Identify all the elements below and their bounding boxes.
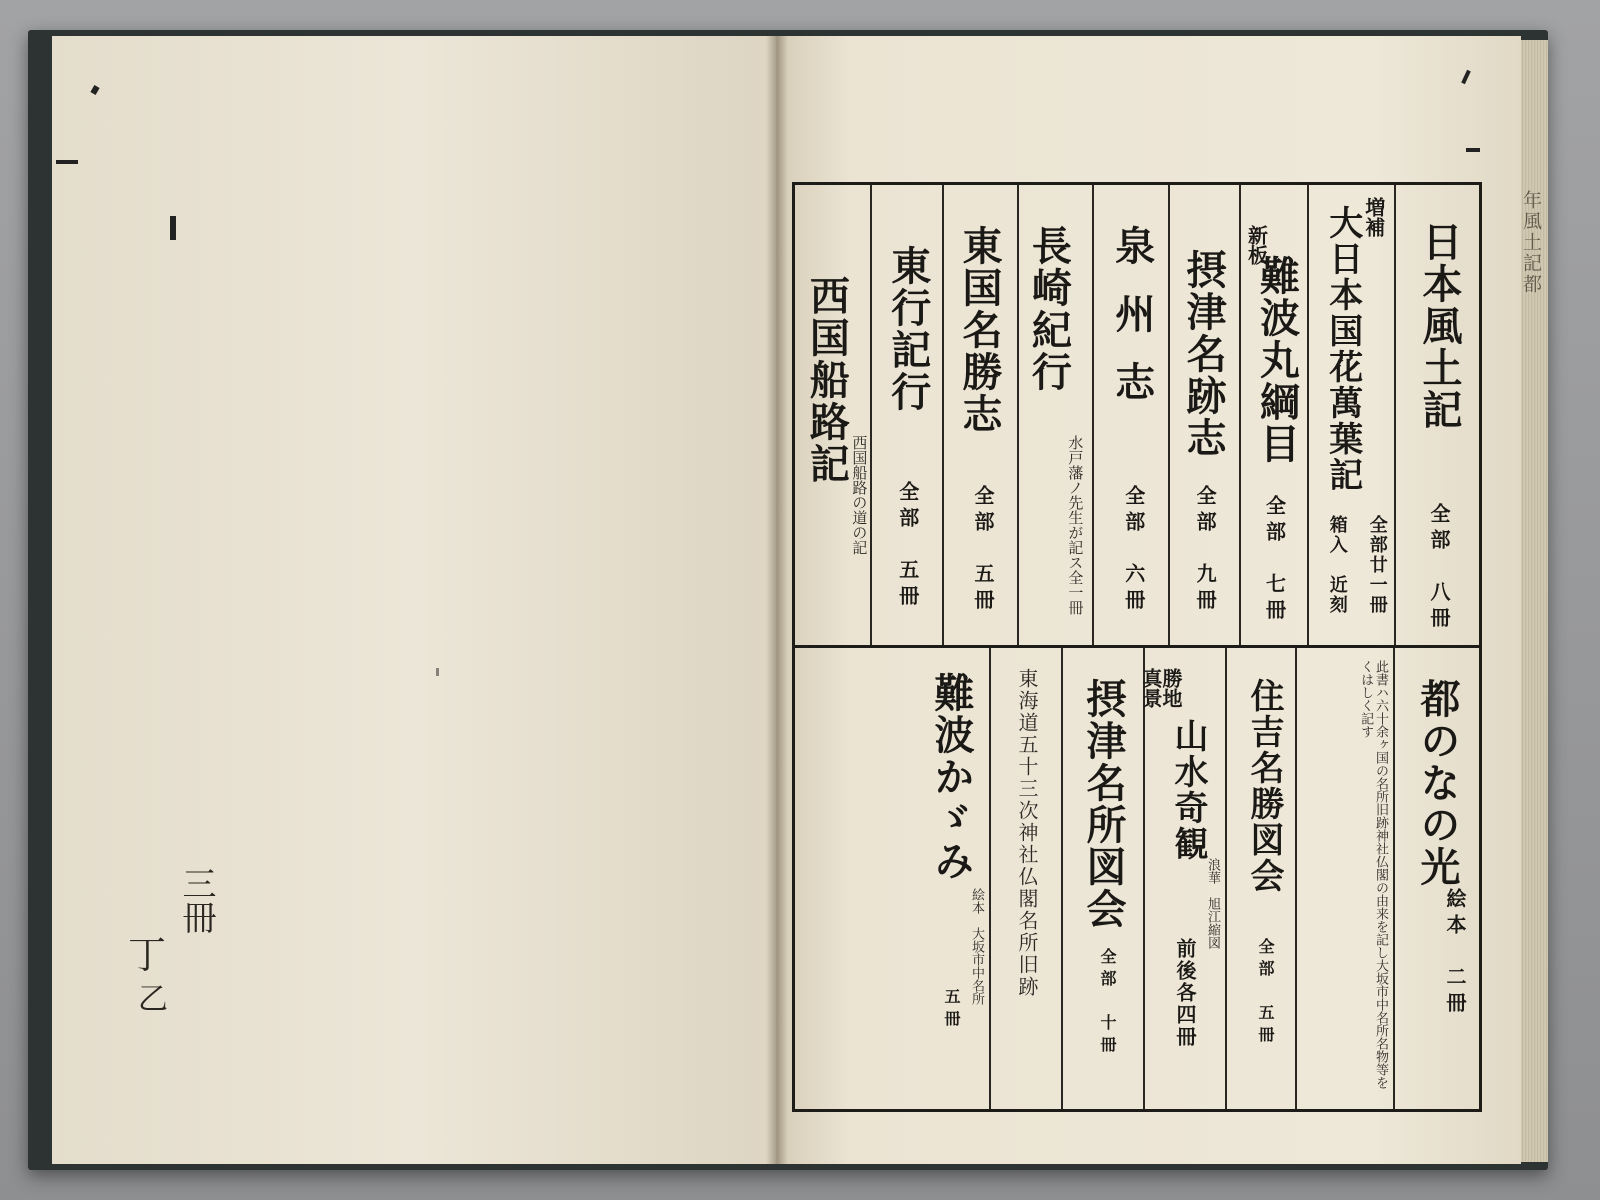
entry-title: 大日本国花萬葉記: [1322, 205, 1363, 493]
entry-note: 浪華 旭江縮図: [1205, 858, 1220, 949]
catalog-entry: [1393, 648, 1479, 1109]
entry-title: 難波丸綱目: [1253, 255, 1301, 465]
ink-mark: [56, 160, 78, 164]
ink-mark: [90, 85, 99, 95]
entry-volumes: 全部 五冊: [971, 485, 996, 615]
catalog-entry: [1061, 648, 1143, 1109]
entry-title: 泉州志: [1108, 225, 1156, 429]
catalog-bottom-row: [795, 648, 1479, 1109]
left-page: [52, 36, 776, 1164]
ink-mark: [170, 216, 176, 240]
entry-description: 東海道五十三次神社仏閣名所旧跡: [1015, 668, 1039, 998]
catalog-top-row: [795, 185, 1479, 648]
catalog-entry: [1017, 185, 1092, 645]
entry-volumes: 全部 六冊: [1121, 485, 1146, 615]
entry-prefix: 勝地 真景: [1139, 668, 1183, 708]
entry-prefix: 新板: [1244, 225, 1269, 265]
entry-volumes: 絵本 二冊: [1443, 888, 1467, 1018]
catalog-entry: [1168, 185, 1239, 645]
catalog-entry: [1394, 185, 1479, 645]
entry-title: 住吉名勝図会: [1244, 678, 1284, 894]
entry-volumes: 全部 八冊: [1427, 503, 1451, 633]
entry-note: 西国船路の道の記: [850, 435, 869, 555]
entry-volumes: 五冊: [942, 988, 961, 1032]
catalog-entry: [989, 648, 1061, 1109]
entry-note: 絵本 大坂市中名所: [969, 888, 984, 1005]
entry-title: 東国名勝志: [956, 225, 1004, 435]
entry-volumes: 全部廿一冊: [1366, 515, 1388, 615]
entry-title: 摂津名所図会: [1080, 678, 1127, 930]
entry-title: 西国船路記: [803, 275, 851, 485]
entry-title: 難波かゞみ: [928, 672, 975, 882]
book-catalog-table: [792, 182, 1482, 1112]
catalog-entry: [795, 185, 870, 645]
catalog-entry: [1092, 185, 1167, 645]
handwritten-note: [124, 856, 216, 1017]
page-gutter: [766, 36, 788, 1164]
entry-title: 都のなの光: [1414, 678, 1461, 888]
entry-note: 箱入 近刻: [1326, 515, 1348, 615]
catalog-entry: [1139, 648, 1225, 1109]
ink-mark: [436, 668, 439, 676]
entry-volumes: 全部 七冊: [1262, 495, 1287, 625]
catalog-entry: [1307, 185, 1394, 645]
entry-title: 日本風土記: [1416, 221, 1463, 431]
catalog-entry: [942, 185, 1017, 645]
entry-title: 長崎紀行: [1025, 225, 1073, 393]
catalog-entry: [919, 648, 989, 1109]
catalog-entry: [1239, 185, 1306, 645]
entry-volumes: 前後各四冊: [1173, 938, 1197, 1048]
handwritten-note-1: 三冊: [176, 866, 216, 934]
handwritten-note-2: 丁: [128, 933, 167, 977]
entry-note: 水戸藩ノ先生が記ス全一冊: [1066, 435, 1085, 615]
entry-volumes: 全部 十冊: [1098, 948, 1117, 1058]
entry-description: 此書ハ六十余ヶ国の名所旧跡神社仏閣の由来を記し大坂市中名所名物等をくはしく記す: [1358, 660, 1388, 1089]
handwritten-note-3: 乙: [138, 982, 168, 1017]
catalog-entry: [1295, 648, 1393, 1109]
fore-edge-inscription: 年風土記都: [1520, 190, 1542, 295]
entry-volumes: 全部 五冊: [1256, 938, 1275, 1048]
entry-title: 摂津名跡志: [1180, 249, 1228, 459]
entry-volumes: 全部 九冊: [1193, 485, 1218, 615]
entry-volumes: 全部 五冊: [895, 481, 920, 611]
catalog-entry: [870, 185, 941, 645]
catalog-entry: [1225, 648, 1295, 1109]
ink-mark: [1466, 148, 1480, 152]
entry-title: 東行記行: [884, 245, 932, 413]
entry-title: 山水奇観: [1168, 718, 1208, 862]
entry-prefix: 増補: [1361, 197, 1386, 237]
ink-mark: [1461, 70, 1471, 84]
